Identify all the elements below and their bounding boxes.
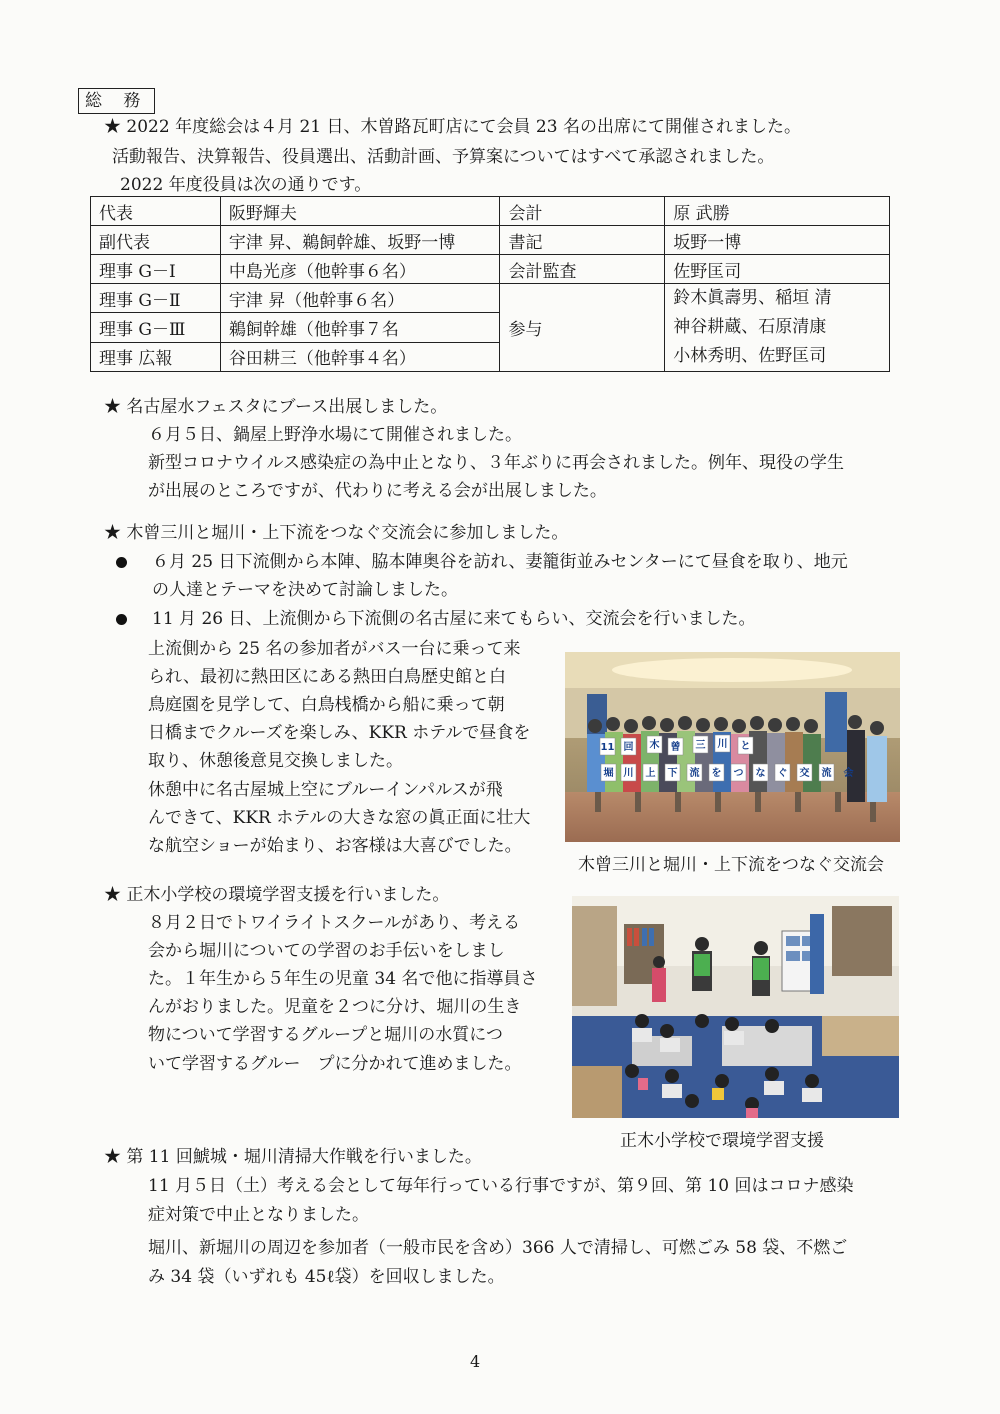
school-paragraph-line: ８月２日でトワイライトスクールがあり、考える	[148, 913, 521, 933]
general-line-3: 2022 年度役員は次の通りです。	[120, 175, 372, 195]
sign-char: つ	[733, 768, 744, 779]
officer-name: 宇津 昇、鵜飼幹雄、坂野一博	[220, 226, 500, 255]
sign-char: を	[711, 768, 722, 779]
officer-role: 会計監査	[500, 255, 665, 284]
officer-name: 谷田耕三（他幹事４名）	[220, 342, 500, 371]
sign-char: 曾	[670, 742, 681, 753]
officer-role: 会計	[500, 197, 665, 226]
officer-name: 坂野一博	[665, 226, 890, 255]
officer-name: 佐野匡司	[665, 255, 890, 284]
sign-char: 11	[600, 742, 615, 753]
officer-name: 原 武勝	[665, 197, 890, 226]
sign-char: ぐ	[777, 768, 788, 779]
festa-line-2: 新型コロナウイルス感染症の為中止となり、３年ぶりに再会されました。例年、現役の学生	[148, 453, 844, 473]
cleanup-heading: ★ 第 11 回鯱城・堀川清掃大作戦を行いました。	[104, 1147, 482, 1167]
exchange-bullet-1b: の人達とテーマを決めて討論しました。	[152, 580, 458, 600]
officer-role: 理事 G－Ⅰ	[91, 255, 221, 284]
exchange-group-photo	[565, 652, 900, 842]
exchange-paragraph-line: 鳥庭園を見学して、白鳥桟橋から船に乗って朝	[148, 695, 505, 715]
group-photo-illustration	[565, 652, 900, 842]
school-paragraph-line: いて学習するグルー プに分かれて進めました。	[148, 1054, 522, 1074]
officer-role: 理事 広報	[91, 342, 221, 371]
sign-char: 木	[649, 740, 660, 751]
page-number: 4	[470, 1352, 481, 1371]
sign-char: 川	[623, 768, 634, 779]
school-heading: ★ 正木小学校の環境学習支援を行いました。	[104, 885, 450, 905]
exchange-paragraph-line: な航空ショーが始まり、お客様は大喜びでした。	[148, 836, 522, 856]
section-title: 総 務	[78, 88, 155, 114]
officers-table	[90, 196, 890, 372]
officer-role: 参与	[500, 284, 665, 372]
table-row	[91, 226, 890, 255]
cleanup-line-2: 症対策で中止となりました。	[148, 1205, 369, 1225]
sign-char: 下	[667, 768, 678, 779]
sign-char: 会	[843, 768, 854, 779]
exchange-photo-caption: 木曾三川と堀川・上下流をつなぐ交流会	[578, 855, 884, 875]
table-row	[91, 197, 890, 226]
officer-name: 中島光彦（他幹事６名）	[220, 255, 500, 284]
classroom-photo-illustration	[572, 896, 899, 1118]
officer-name: 宇津 昇（他幹事６名）	[220, 284, 500, 313]
school-paragraph-line: んがおりました。児童を２つに分け、堀川の生き	[148, 997, 522, 1017]
school-paragraph-line: 物について学習するグループと堀川の水質につ	[148, 1025, 503, 1045]
sign-char: 流	[689, 768, 700, 779]
exchange-paragraph-line: 休憩中に名古屋城上空にブルーインパルスが飛	[148, 780, 503, 800]
school-photo-caption: 正木小学校で環境学習支援	[620, 1131, 824, 1151]
officer-role: 理事 G－Ⅲ	[91, 313, 221, 342]
officer-name: 阪野輝夫	[220, 197, 500, 226]
sign-char: 交	[799, 768, 810, 779]
exchange-paragraph-line: 日橋までクルーズを楽しみ、KKR ホテルで昼食を	[148, 723, 531, 743]
school-paragraph-line: た。１年生から５年生の児童 34 名で他に指導員さ	[148, 969, 538, 989]
sign-char: と	[740, 741, 751, 752]
sign-char: 堀	[603, 768, 614, 779]
officer-role: 副代表	[91, 226, 221, 255]
officer-role: 代表	[91, 197, 221, 226]
exchange-heading: ★ 木曾三川と堀川・上下流をつなぐ交流会に参加しました。	[104, 523, 569, 543]
general-line-2: 活動報告、決算報告、役員選出、活動計画、予算案についてはすべて承認されました。	[112, 147, 775, 167]
school-classroom-photo	[572, 896, 899, 1118]
table-row	[91, 284, 890, 313]
officer-name: 神谷耕蔵、石原清康	[673, 317, 827, 337]
festa-heading: ★ 名古屋水フェスタにブース出展しました。	[104, 397, 448, 417]
table-row	[91, 255, 890, 284]
exchange-paragraph-line: 上流側から 25 名の参加者がバス一台に乗って来	[148, 639, 521, 659]
exchange-bullet-2: 11 月 26 日、上流側から下流側の名古屋に来てもらい、交流会を行いました。	[152, 609, 756, 629]
sign-char: 三	[695, 740, 706, 751]
officer-names-cell	[665, 284, 890, 372]
sign-char: 流	[821, 768, 832, 779]
officer-role: 理事 G－Ⅱ	[91, 284, 221, 313]
cleanup-line-3: 堀川、新堀川の周辺を参加者（一般市民を含め）366 人で清掃し、可燃ごみ 58 袋、不燃ご	[148, 1238, 848, 1258]
exchange-paragraph-line: んできて、KKR ホテルの大きな窓の眞正面に壮大	[148, 808, 531, 828]
festa-line-3: が出展のところですが、代わりに考える会が出展しました。	[148, 481, 607, 501]
officer-name: 鵜飼幹雄（他幹事７名	[220, 313, 500, 342]
bullet-icon	[116, 614, 127, 625]
sign-char: 回	[623, 742, 634, 753]
cleanup-line-1: 11 月５日（土）考える会として毎年行っている行事ですが、第９回、第 10 回はコロナ感染	[148, 1176, 854, 1196]
festa-line-1: ６月５日、鍋屋上野浄水場にて開催されました。	[148, 425, 522, 445]
sign-char: 川	[717, 739, 728, 750]
exchange-paragraph-line: られ、最初に熱田区にある熱田白鳥歴史館と白	[148, 667, 507, 687]
general-line-1: ★ 2022 年度総会は４月 21 日、木曽路瓦町店にて会員 23 名の出席にて開催されました。	[104, 117, 801, 137]
officer-name: 鈴木眞壽男、稲垣 清	[673, 288, 832, 308]
sign-char: 上	[645, 768, 656, 779]
bullet-icon	[116, 557, 127, 568]
cleanup-line-4: み 34 袋（いずれも 45ℓ袋）を回収しました。	[148, 1267, 505, 1287]
sign-char: な	[755, 768, 766, 779]
exchange-paragraph-line: 取り、休憩後意見交換しました。	[148, 751, 403, 771]
exchange-bullet-1a: ６月 25 日下流側から本陣、脇本陣奥谷を訪れ、妻籠街並みセンターにて昼食を取り、地元	[152, 552, 848, 572]
officer-role: 書記	[500, 226, 665, 255]
officer-name: 小林秀明、佐野匡司	[673, 346, 827, 366]
school-paragraph-line: 会から堀川についての学習のお手伝いをしまし	[148, 941, 505, 961]
